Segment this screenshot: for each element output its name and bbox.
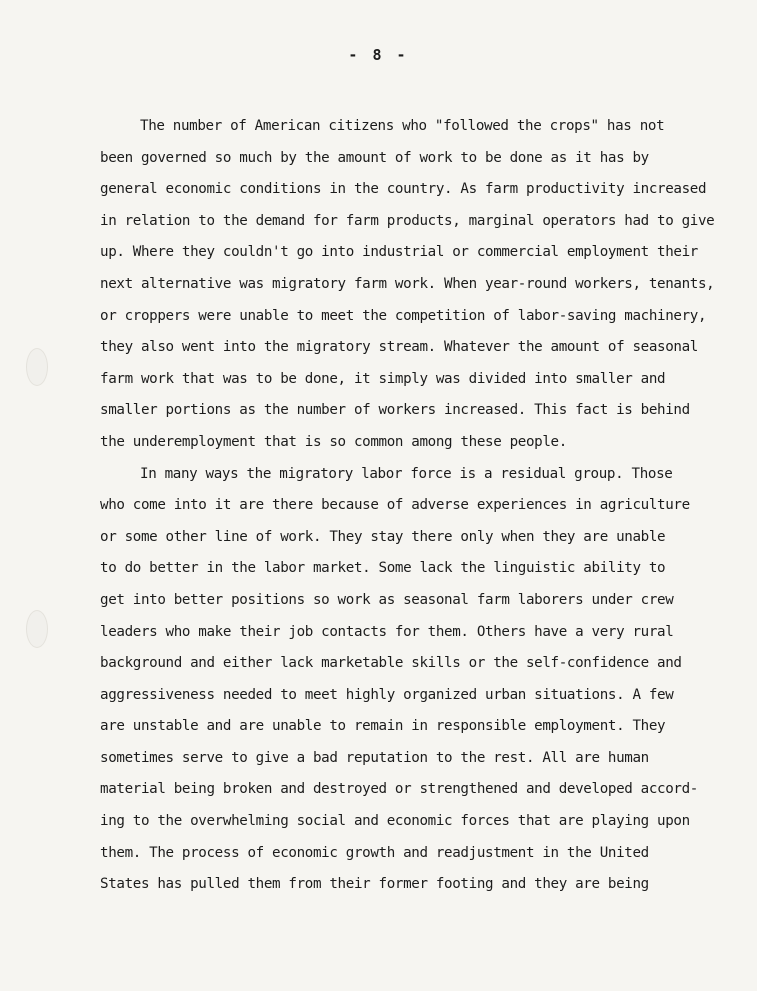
text-line: The number of American citizens who "followed the crops" has not [140, 118, 665, 134]
text-line: States has pulled them from their former footing and they are being [100, 876, 649, 893]
text-line: general economic conditions in the country. As farm productivity increased [100, 181, 707, 198]
text-line: smaller portions as the number of workers increased. This fact is behind [100, 402, 690, 419]
text-line: to do better in the labor market. Some lack the linguistic ability to [100, 560, 666, 577]
text-line: been governed so much by the amount of work to be done as it has by [100, 149, 649, 166]
text-line: or some other line of work. They stay there only when they are unable [100, 528, 666, 545]
text-line: who come into it are there because of adverse experiences in agriculture [100, 497, 690, 514]
text-line: are unstable and are unable to remain in responsible employment. They [100, 718, 666, 735]
text-line: material being broken and destroyed or strengthened and developed accord- [100, 781, 698, 798]
text-line: they also went into the migratory stream. Whatever the amount of seasonal [100, 339, 698, 356]
text-line: or croppers were unable to meet the competition of labor-saving machinery, [100, 307, 707, 324]
page-number: - 8 - [348, 46, 409, 64]
text-line: ing to the overwhelming social and economic forces that are playing upon [100, 813, 690, 830]
text-line: sometimes serve to give a bad reputation to the rest. All are human [100, 749, 649, 766]
text-line: next alternative was migratory farm work. When year-round workers, tenants, [100, 275, 715, 292]
paragraph [100, 459, 710, 901]
text-line: leaders who make their job contacts for them. Others have a very rural [100, 623, 674, 640]
body-text [100, 111, 715, 901]
text-line: In many ways the migratory labor force is a residual group. Those [140, 465, 673, 482]
paragraph [100, 111, 715, 459]
text-line: in relation to the demand for farm products, marginal operators had to give [100, 212, 715, 229]
punch-hole [26, 610, 48, 648]
text-line: farm work that was to be done, it simply was divided into smaller and [100, 370, 666, 387]
text-line: the underemployment that is so common among these people. [100, 433, 567, 450]
text-line: them. The process of economic growth and readjustment in the United [100, 844, 649, 861]
text-line: get into better positions so work as seasonal farm laborers under crew [100, 591, 674, 608]
text-line: up. Where they couldn't go into industrial or commercial employment their [100, 244, 698, 261]
punch-hole [26, 348, 48, 386]
text-line: aggressiveness needed to meet highly organized urban situations. A few [100, 686, 674, 703]
text-line: background and either lack marketable skills or the self-confidence and [100, 655, 682, 672]
